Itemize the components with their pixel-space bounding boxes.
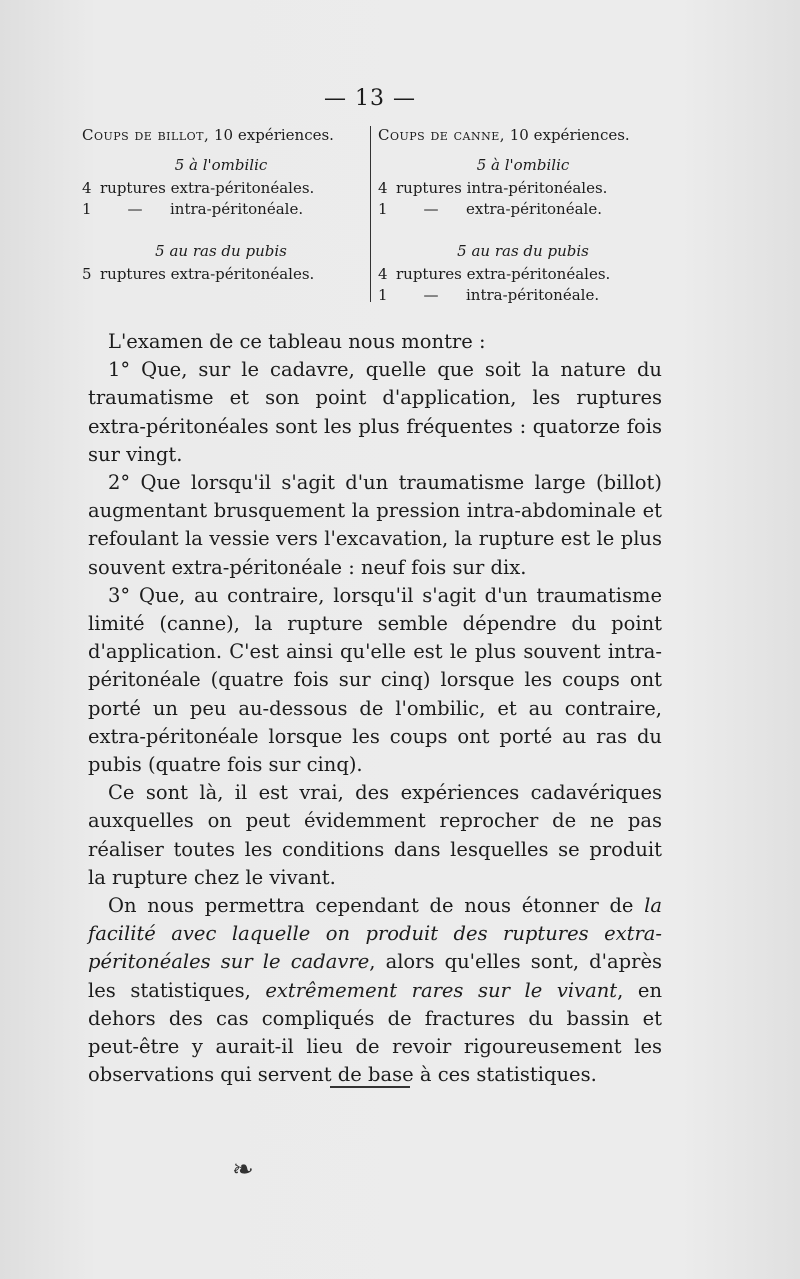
table-row: 1 — intra-péritonéale. bbox=[82, 200, 304, 218]
table-row: 4 ruptures extra-péritonéales. bbox=[378, 265, 611, 283]
canne-heading: Coups de canne, 10 expériences. bbox=[378, 126, 630, 144]
group-location: 5 au ras du pubis bbox=[457, 242, 589, 260]
canne-column bbox=[378, 126, 668, 306]
column-divider bbox=[370, 126, 371, 302]
table-row: 4 ruptures extra-péritonéales. bbox=[82, 179, 315, 197]
table-row: 1 — extra-péritonéale. bbox=[378, 200, 602, 218]
fleuron-icon: ❧ bbox=[232, 1155, 254, 1185]
page-number: — 13 — bbox=[324, 86, 416, 111]
end-rule bbox=[330, 1086, 410, 1088]
table-row: 1 — intra-péritonéale. bbox=[378, 286, 600, 304]
group-location: 5 au ras du pubis bbox=[155, 242, 287, 260]
conclusion-paragraph: On nous permettra cependant de nous étonner de la facilité avec laquelle on produit des ruptures extra-péritonéales sur le cadavre, alors qu'elles sont, d'après les statistiques, extrêmement rares sur le vivant, en dehors des cas compliqués de fractures du bassin et peut-être y aurait-il lieu de revoir rigoureusement les observations qui servent de base à ces statistiques. bbox=[88, 894, 663, 1087]
billot-heading: Coups de billot, 10 expériences. bbox=[82, 126, 334, 144]
point-3-paragraph: 3° Que, au contraire, lorsqu'il s'agit d'un traumatisme limité (canne), la rupture semble dépendre du point d'application. C'est ainsi qu'elle est le plus souvent intra-péritonéale (quatre fois sur cinq) lorsque les coups ont porté un peu au-dessous de l'ombilic, et au contraire, extra-péritonéale lorsque les coups ont porté au ras du pubis (quatre fois sur cinq). bbox=[88, 583, 662, 777]
point-1-paragraph: 1° Que, sur le cadavre, quelle que soit la nature du traumatisme et son point d'application, les ruptures extra-péritonéales sont les plus fréquentes : quatorze fois sur vingt. bbox=[88, 358, 662, 466]
group-location: 5 à l'ombilic bbox=[174, 156, 268, 174]
table-row: 5 ruptures extra-péritonéales. bbox=[82, 265, 315, 283]
remark-paragraph: Ce sont là, il est vrai, des expériences cadavériques auxquelles on peut évidemment reprocher de ne pas réaliser toutes les conditions dans lesquelles se produit la rupture chez le vivant. bbox=[88, 781, 662, 889]
group-location: 5 à l'ombilic bbox=[476, 156, 570, 174]
experiments-table bbox=[82, 126, 662, 306]
billot-column bbox=[82, 126, 360, 285]
body-text bbox=[88, 328, 662, 1089]
table-row: 4 ruptures intra-péritonéales. bbox=[378, 179, 608, 197]
intro-paragraph: L'examen de ce tableau nous montre : bbox=[108, 330, 486, 353]
point-2-paragraph: 2° Que lorsqu'il s'agit d'un traumatisme large (billot) augmentant brusquement la pression intra-abdominale et refoulant la vessie vers l'excavation, la rupture est le plus souvent extra-péritonéale : neuf fois sur dix. bbox=[88, 471, 662, 579]
